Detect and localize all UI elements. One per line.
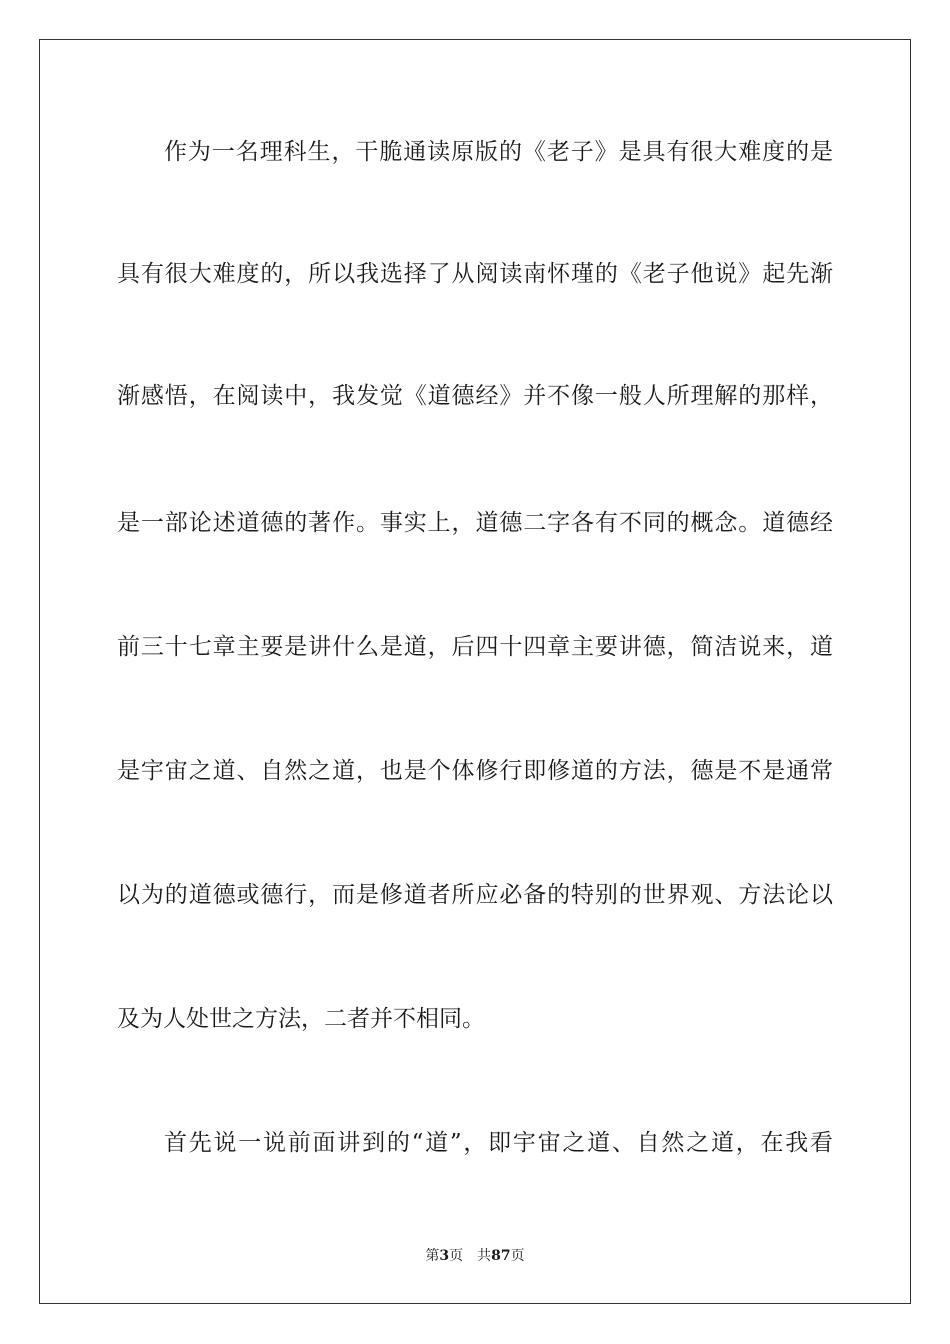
page-unit: 页 bbox=[449, 1248, 464, 1264]
paragraph-1-line-5: 前三十七章主要是讲什么是道，后四十四章主要讲德，简洁说来，道 bbox=[117, 634, 833, 660]
page-prefix: 第 bbox=[425, 1248, 440, 1264]
page-footer bbox=[0, 1247, 950, 1265]
total-unit: 页 bbox=[510, 1248, 525, 1264]
paragraph-1-line-7: 以为的道德或德行，而是修道者所应必备的特别的世界观、方法论以 bbox=[117, 882, 833, 908]
page-border bbox=[39, 39, 911, 1304]
total-prefix: 共 bbox=[477, 1248, 492, 1264]
paragraph-1-line-3: 渐感悟，在阅读中，我发觉《道德经》并不像一般人所理解的那样， bbox=[117, 383, 833, 409]
total-page-number: 87 bbox=[491, 1248, 511, 1264]
paragraph-1-line-1: 作为一名理科生，干脆通读原版的《老子》是具有很大难度的是 bbox=[164, 139, 833, 165]
current-page-number: 3 bbox=[439, 1248, 450, 1264]
paragraph-1-line-8: 及为人处世之方法，二者并不相同。 bbox=[117, 1006, 485, 1032]
paragraph-2-line-1: 首先说一说前面讲到的“道”，即宇宙之道、自然之道，在我看 bbox=[164, 1130, 833, 1156]
paragraph-1-line-6: 是宇宙之道、自然之道，也是个体修行即修道的方法，德是不是通常 bbox=[117, 758, 833, 784]
paragraph-1-line-2: 具有很大难度的，所以我选择了从阅读南怀瑾的《老子他说》起先渐 bbox=[117, 261, 833, 287]
paragraph-1-line-4: 是一部论述道德的著作。事实上，道德二字各有不同的概念。道德经 bbox=[117, 510, 833, 536]
